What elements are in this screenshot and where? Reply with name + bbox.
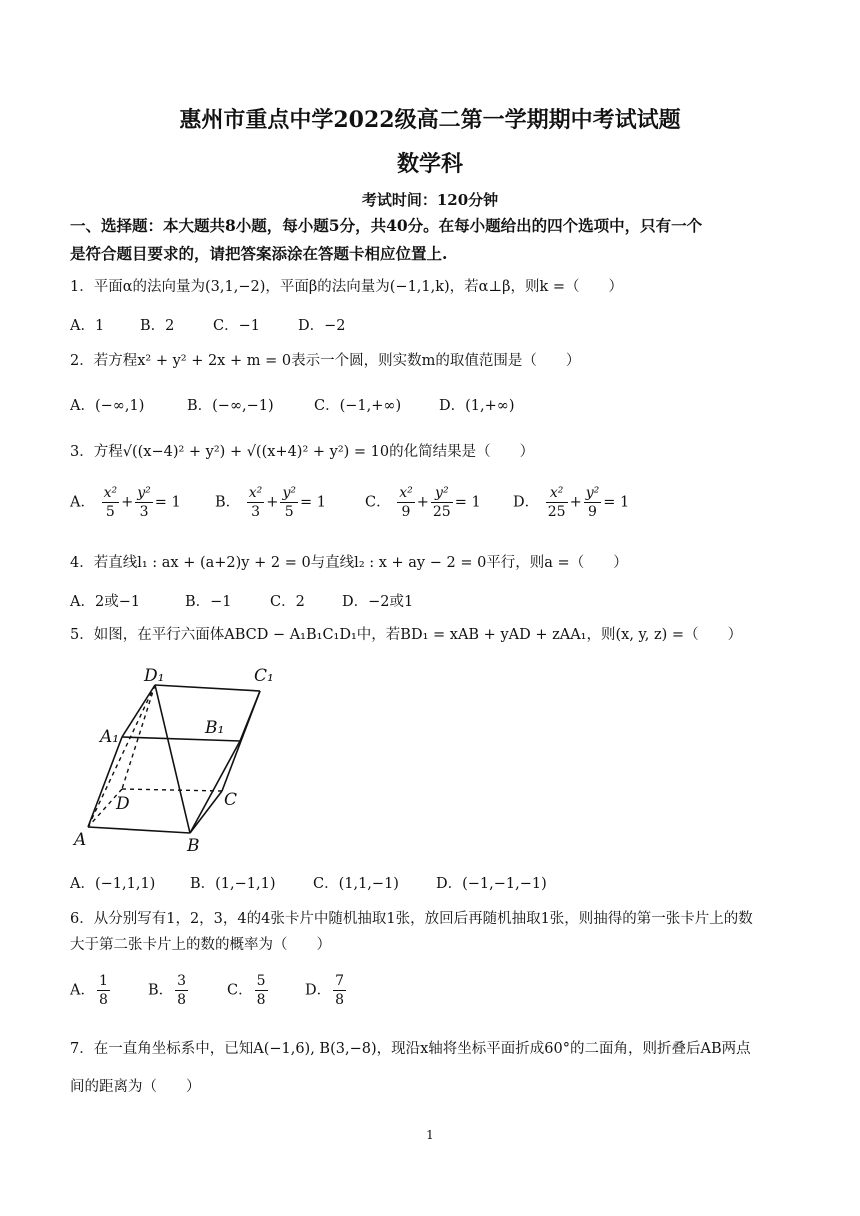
q1-option-a: A．1 — [70, 318, 105, 334]
q2-options — [70, 394, 770, 418]
q7-stem-line1: 7．在一直角坐标系中，已知A(−1,6), B(3,−8)，现沿x轴将坐标平面折成60°的二面角，则折叠后AB两点 — [70, 1041, 751, 1057]
q4-option-c: C．2 — [270, 594, 305, 610]
label-a1: A₁ — [100, 727, 120, 747]
q5-stem: 5．如图，在平行六面体ABCD − A₁B₁C₁D₁中，若BD₁ = xAB + yAD + zAA₁，则(x, y, z) =（ ） — [70, 627, 743, 643]
label-d1: D₁ — [144, 666, 165, 686]
q4-option-a: A．2或−1 — [70, 594, 141, 610]
subject-title: 数学科 — [396, 151, 463, 177]
q6-stem-line2: 大于第二张卡片上的数的概率为（ ） — [70, 937, 331, 953]
label-c1: C₁ — [254, 666, 274, 686]
q2-stem: 2．若方程x² + y² + 2x + m = 0表示一个圆，则实数m的取值范围是（ ） — [70, 353, 581, 369]
q1-option-d: D．−2 — [298, 318, 346, 334]
label-b1: B₁ — [205, 718, 225, 738]
q1-option-c: C．−1 — [213, 318, 260, 334]
q4-option-d: D．−2或1 — [342, 594, 414, 610]
q3-option-c: C． $\frac{\text{x²}}{9}$ + $\frac{\text{y²}}{25}$ = 1 — [365, 485, 481, 520]
label-a: A — [74, 830, 87, 850]
q2-option-d: D．(1,+∞) — [439, 398, 515, 414]
q2-option-b: B．(−∞,−1) — [187, 398, 274, 414]
page-number: 1 — [426, 1128, 434, 1142]
q6-option-c: C． $\frac{5}{8}$ — [227, 973, 266, 1008]
label-c: C — [224, 790, 238, 810]
q4-stem: 4．若直线l₁ : ax + (a+2)y + 2 = 0与直线l₂ : x + ay − 2 = 0平行，则a =（ ） — [70, 555, 628, 571]
q6-option-d: D． $\frac{7}{8}$ — [305, 973, 345, 1008]
section-heading-line2: 是符合题目要求的，请把答案添涂在答题卡相应位置上. — [70, 244, 448, 263]
q5-option-d: D．(−1,−1,−1) — [436, 876, 547, 892]
section-heading-line1: 一、选择题：本大题共8小题，每小题5分，共40分。在每小题给出的四个选项中，只有一个 — [70, 216, 703, 235]
label-d: D — [116, 794, 130, 814]
q1-option-b: B．2 — [140, 318, 175, 334]
q2-option-a: A．(−∞,1) — [70, 398, 145, 414]
exam-title: 惠州市重点中学2022级高二第一学期期中考试试题 — [179, 107, 681, 133]
q3-option-a: A． $\frac{\text{x²}}{5}$ + $\frac{\text{y²}}{3}$ = 1 — [70, 485, 181, 520]
q4-options — [70, 590, 770, 614]
q6-stem-line1: 6．从分别写有1，2，3，4的4张卡片中随机抽取1张，放回后再随机抽取1张，则抽得的第一张卡片上的数 — [70, 911, 753, 927]
q5-options — [70, 872, 770, 896]
q5-option-a: A．(−1,1,1) — [70, 876, 156, 892]
q3-stem: 3．方程√((x−4)² + y²) + √((x+4)² + y²) = 10的化简结果是（ ） — [70, 444, 535, 460]
q6-option-b: B． $\frac{3}{8}$ — [148, 973, 187, 1008]
q5-option-b: B．(1,−1,1) — [190, 876, 276, 892]
q3-option-b: B． $\frac{\text{x²}}{3}$ + $\frac{\text{y²}}{5}$ = 1 — [215, 485, 326, 520]
parallelepiped-figure — [70, 665, 290, 855]
q6-options — [70, 972, 770, 1018]
exam-time: 考试时间：120分钟 — [361, 191, 499, 209]
q3-options — [70, 484, 790, 530]
q2-option-c: C．(−1,+∞) — [314, 398, 402, 414]
q5-option-c: C．(1,1,−1) — [313, 876, 399, 892]
q4-option-b: B．−1 — [185, 594, 232, 610]
q3-option-d: D． $\frac{\text{x²}}{25}$ + $\frac{\text{y²}}{9}$ = 1 — [513, 485, 630, 520]
q7-stem-line2: 间的距离为（ ） — [70, 1079, 201, 1095]
q1-options — [70, 314, 770, 338]
q6-option-a: A． $\frac{1}{8}$ — [70, 973, 108, 1008]
q1-stem: 1．平面α的法向量为(3,1,−2)，平面β的法向量为(−1,1,k)，若α⊥β，则k =（ ） — [70, 279, 624, 295]
label-b: B — [187, 836, 200, 855]
